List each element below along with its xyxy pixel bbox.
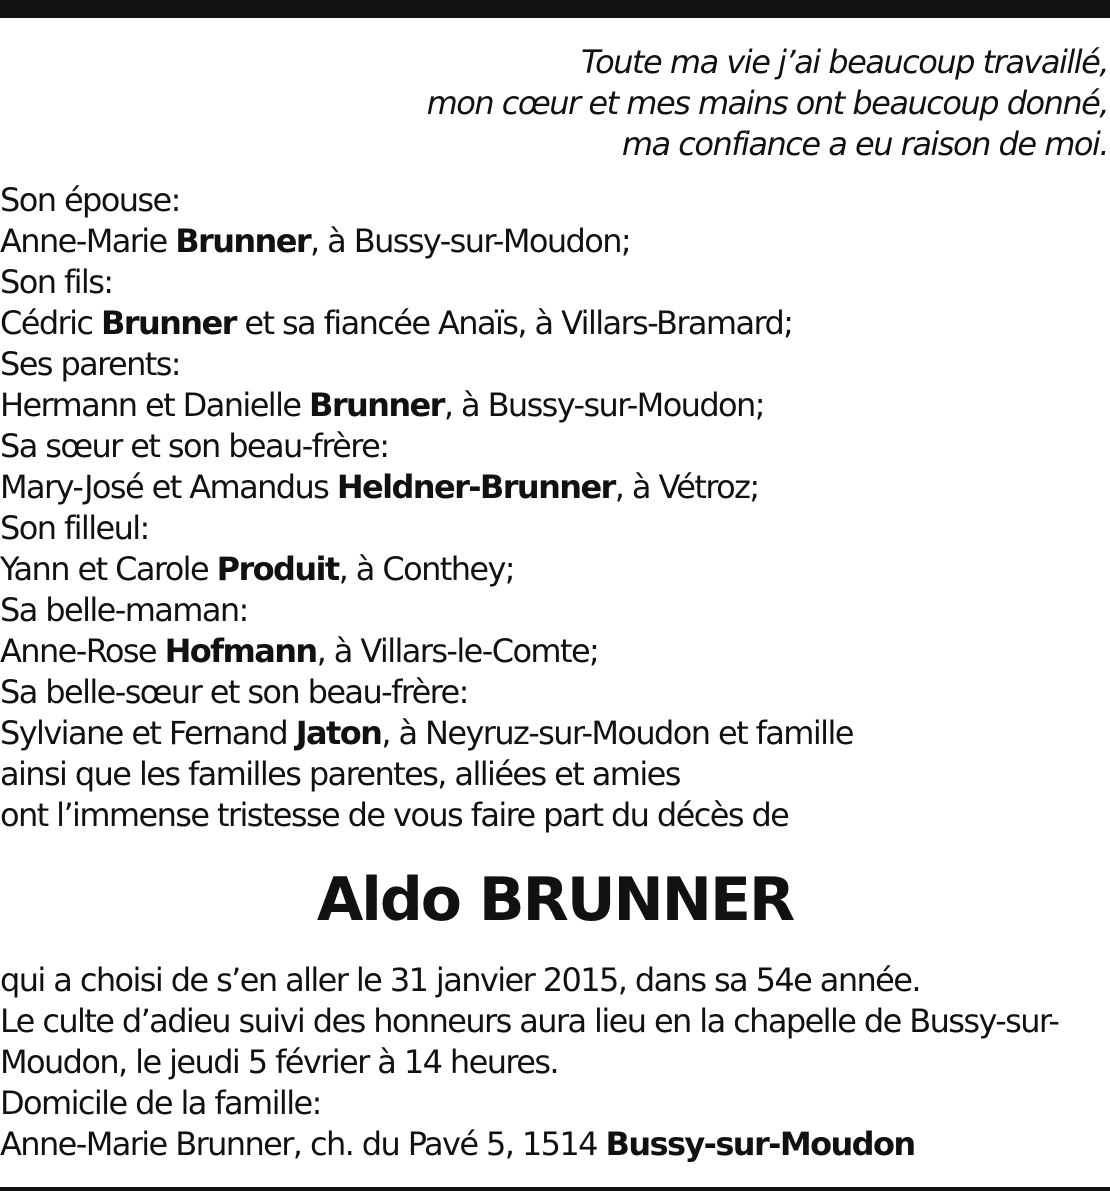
fils-label: Son fils:	[0, 263, 113, 301]
closing-line: ainsi que les familles parentes, alliées et amies	[0, 755, 680, 793]
bellesoeur-label: Sa belle-sœur et son beau-frère:	[0, 673, 468, 711]
poem	[427, 42, 1108, 165]
soeur-entry: Mary-José et Amandus Heldner-Brunner, à Vétroz;	[0, 468, 759, 506]
death-date-line: qui a choisi de s’en aller le 31 janvier 2015, dans sa 54e année.	[0, 961, 920, 999]
poem-line: ma confiance a eu raison de moi.	[621, 125, 1108, 163]
soeur-label: Sa sœur et son beau-frère:	[0, 427, 389, 465]
ceremony-line: Le culte d’adieu suivi des honneurs aura lieu en la chapelle de Bussy-sur-	[0, 1002, 1059, 1040]
epouse-entry: Anne-Marie Brunner, à Bussy-sur-Moudon;	[0, 222, 631, 260]
deceased-name: Aldo BRUNNER	[316, 865, 794, 935]
top-rule	[0, 0, 1110, 18]
bellemaman-label: Sa belle-maman:	[0, 591, 248, 629]
poem-line: Toute ma vie j’ai beaucoup travaillé,	[581, 43, 1108, 81]
parents-entry: Hermann et Danielle Brunner, à Bussy-sur-Moudon;	[0, 386, 764, 424]
epouse-label: Son épouse:	[0, 181, 180, 219]
filleul-entry: Yann et Carole Produit, à Conthey;	[0, 550, 514, 588]
ceremony-details	[0, 960, 1110, 1165]
ceremony-line: Moudon, le jeudi 5 février à 14 heures.	[0, 1043, 558, 1081]
bellesoeur-entry: Sylviane et Fernand Jaton, à Neyruz-sur-Moudon et famille	[0, 714, 853, 752]
family-list	[0, 180, 1110, 836]
bottom-rule	[0, 1187, 1110, 1191]
domicile-label: Domicile de la famille:	[0, 1084, 321, 1122]
poem-line: mon cœur et mes mains ont beaucoup donné,	[426, 84, 1108, 122]
fils-entry: Cédric Brunner et sa fiancée Anaïs, à Villars-Bramard;	[0, 304, 793, 342]
address-line: Anne-Marie Brunner, ch. du Pavé 5, 1514 Bussy-sur-Moudon	[0, 1125, 915, 1163]
parents-label: Ses parents:	[0, 345, 180, 383]
filleul-label: Son filleul:	[0, 509, 149, 547]
bellemaman-entry: Anne-Rose Hofmann, à Villars-le-Comte;	[0, 632, 599, 670]
closing-line: ont l’immense tristesse de vous faire part du décès de	[0, 796, 789, 834]
